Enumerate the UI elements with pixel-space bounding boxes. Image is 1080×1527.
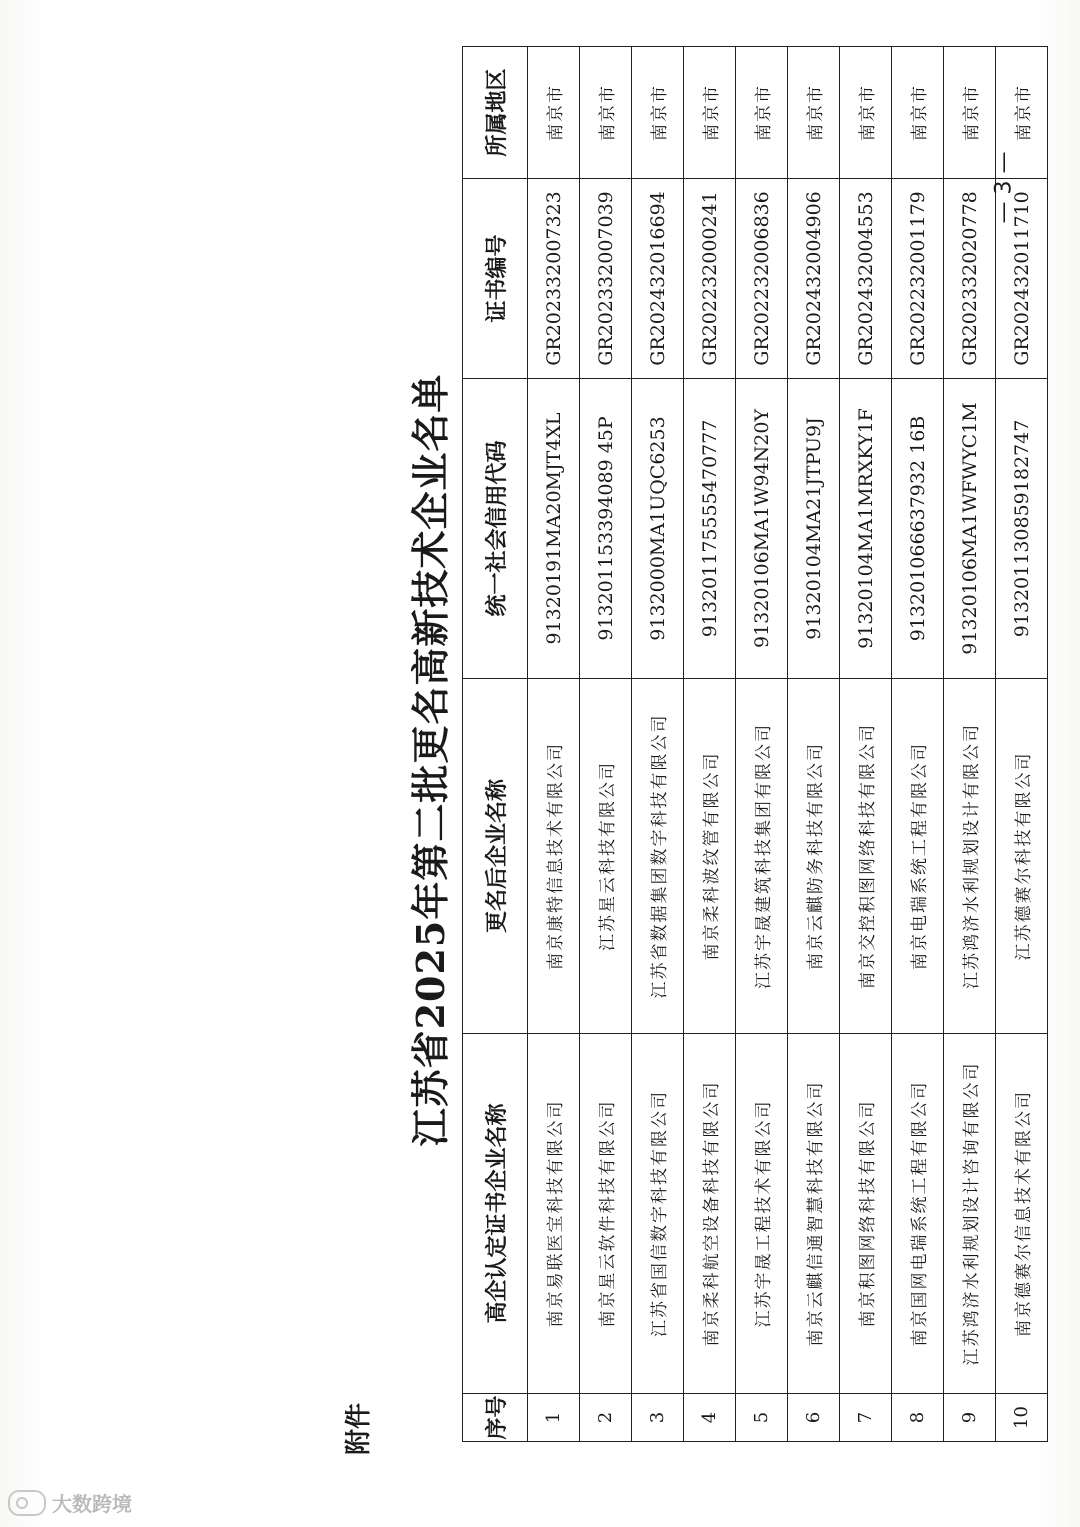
- rotated-document: [330, 50, 1034, 1470]
- credit-code: 9132000MA1UQC6253: [632, 379, 684, 679]
- new-name: 南京柔科波纹管有限公司: [684, 679, 736, 1034]
- region: 南京市: [684, 47, 736, 179]
- row-index: 5: [736, 1394, 788, 1442]
- credit-code: 913201130859182747: [996, 379, 1048, 679]
- credit-code: 91320104MA21JTPU9J: [788, 379, 840, 679]
- credit-code: 91320106MA1WFWYC1M: [944, 379, 996, 679]
- header-original-name: 高企认定证书企业名称: [463, 1034, 528, 1394]
- table-row: [944, 47, 996, 1442]
- table-row: [736, 47, 788, 1442]
- new-name: 江苏宇晟建筑科技集团有限公司: [736, 679, 788, 1034]
- region: 南京市: [632, 47, 684, 179]
- region: 南京市: [736, 47, 788, 179]
- table-row: [996, 47, 1048, 1442]
- table-row: [580, 47, 632, 1442]
- credit-code: 913201153394089 45P: [580, 379, 632, 679]
- row-index: 9: [944, 1394, 996, 1442]
- header-region: 所属地区: [463, 47, 528, 179]
- watermark-text: 大数跨境: [52, 1492, 132, 1516]
- header-credit-code: 统一社会信用代码: [463, 379, 528, 679]
- table-row: [788, 47, 840, 1442]
- header-new-name: 更名后企业名称: [463, 679, 528, 1034]
- original-name: 南京德赛尔信息技术有限公司: [996, 1034, 1048, 1394]
- new-name: 南京康特信息技术有限公司: [528, 679, 580, 1034]
- table-row: [528, 47, 580, 1442]
- original-name: 南京柔科航空设备科技有限公司: [684, 1034, 736, 1394]
- certificate-no: GR202332020778: [944, 179, 996, 379]
- certificate-no: GR202232001179: [892, 179, 944, 379]
- original-name: 南京积图网络科技有限公司: [840, 1034, 892, 1394]
- certificate-no: GR202332007323: [528, 179, 580, 379]
- certificate-no: GR202432016694: [632, 179, 684, 379]
- credit-code: 913201175555470777: [684, 379, 736, 679]
- company-list-table: [462, 46, 1048, 1442]
- original-name: 南京星云软件科技有限公司: [580, 1034, 632, 1394]
- region: 南京市: [996, 47, 1048, 179]
- new-name: 南京电瑞系统工程有限公司: [892, 679, 944, 1034]
- row-index: 1: [528, 1394, 580, 1442]
- row-index: 3: [632, 1394, 684, 1442]
- row-index: 4: [684, 1394, 736, 1442]
- row-index: 8: [892, 1394, 944, 1442]
- page-number: — 3 —: [991, 151, 1017, 224]
- attachment-label: 附件: [344, 1402, 374, 1455]
- new-name: 南京云麒防务科技有限公司: [788, 679, 840, 1034]
- certificate-no: GR202432011710: [996, 179, 1048, 379]
- certificate-no: GR202332007039: [580, 179, 632, 379]
- header-certificate-no: 证书编号: [463, 179, 528, 379]
- row-index: 7: [840, 1394, 892, 1442]
- new-name: 南京交控积图网络科技有限公司: [840, 679, 892, 1034]
- original-name: 江苏省国信数字科技有限公司: [632, 1034, 684, 1394]
- table-row: [840, 47, 892, 1442]
- region: 南京市: [944, 47, 996, 179]
- watermark-logo-icon: [8, 1490, 46, 1516]
- original-name: 江苏宇晟工程技术有限公司: [736, 1034, 788, 1394]
- table-row: [632, 47, 684, 1442]
- original-name: 江苏鸿济水利规划设计咨询有限公司: [944, 1034, 996, 1394]
- table-header-row: [463, 47, 528, 1442]
- table-row: [684, 47, 736, 1442]
- certificate-no: GR202432004906: [788, 179, 840, 379]
- table-row: [892, 47, 944, 1442]
- watermark: [8, 1488, 132, 1517]
- row-index: 6: [788, 1394, 840, 1442]
- region: 南京市: [840, 47, 892, 179]
- new-name: 江苏省数据集团数字科技有限公司: [632, 679, 684, 1034]
- table-body: [528, 47, 1048, 1442]
- new-name: 江苏德赛尔科技有限公司: [996, 679, 1048, 1034]
- row-index: 2: [580, 1394, 632, 1442]
- original-name: 南京国网电瑞系统工程有限公司: [892, 1034, 944, 1394]
- region: 南京市: [580, 47, 632, 179]
- region: 南京市: [788, 47, 840, 179]
- new-name: 江苏星云科技有限公司: [580, 679, 632, 1034]
- original-name: 南京云麒信通智慧科技有限公司: [788, 1034, 840, 1394]
- header-index: 序号: [463, 1394, 528, 1442]
- credit-code: 91320191MA20MJT4XL: [528, 379, 580, 679]
- region: 南京市: [528, 47, 580, 179]
- original-name: 南京易联医宝科技有限公司: [528, 1034, 580, 1394]
- credit-code: 91320106MA1W94N20Y: [736, 379, 788, 679]
- document-title: 江苏省2025年第二批更名高新技术企业名单: [408, 373, 453, 1147]
- certificate-no: GR202232000241: [684, 179, 736, 379]
- new-name: 江苏鸿济水利规划设计有限公司: [944, 679, 996, 1034]
- credit-code: 913201066637932 16B: [892, 379, 944, 679]
- region: 南京市: [892, 47, 944, 179]
- credit-code: 91320104MA1MRXKY1F: [840, 379, 892, 679]
- certificate-no: GR202232006836: [736, 179, 788, 379]
- row-index: 10: [996, 1394, 1048, 1442]
- certificate-no: GR202432004553: [840, 179, 892, 379]
